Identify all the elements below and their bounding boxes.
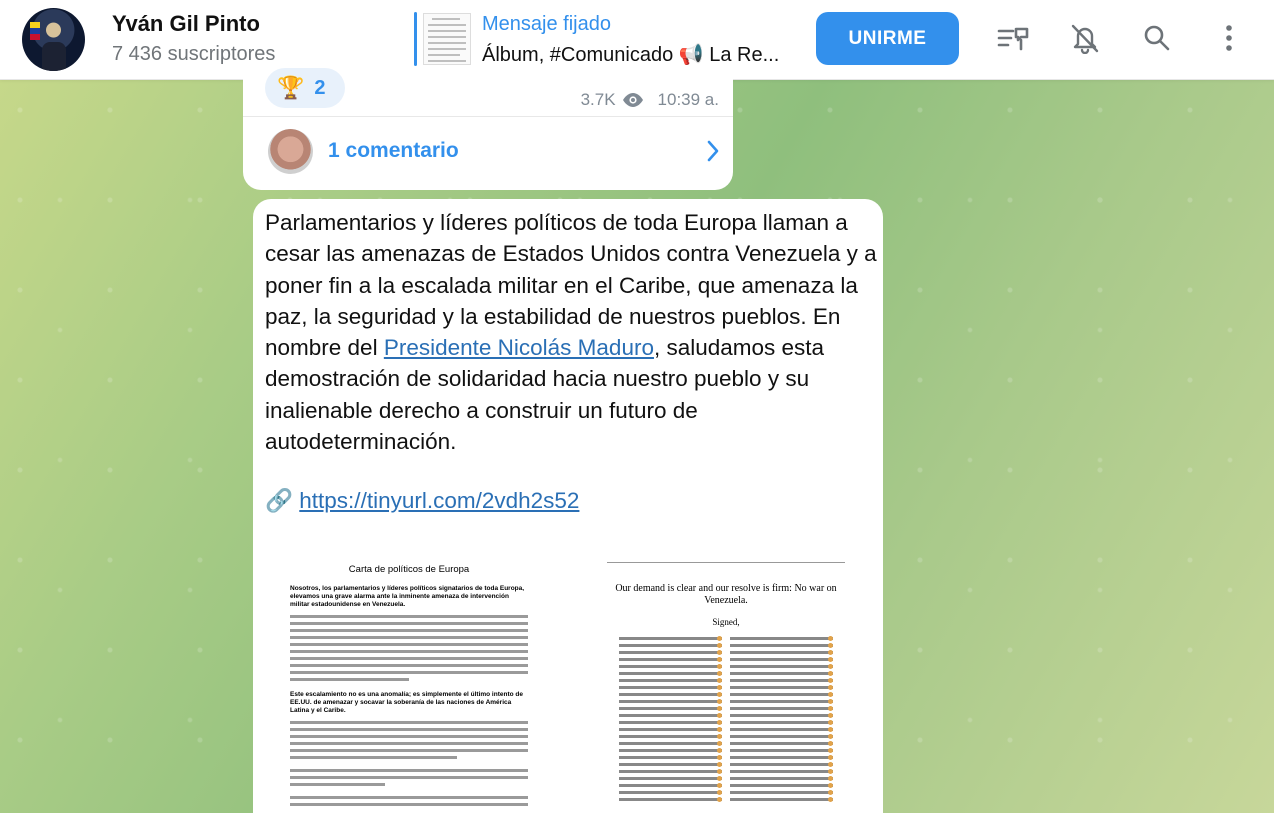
message-text-part: Parlamentarios y líderes políticos de toda Europa llaman a cesar las amenazas de Estados Unidos contra Venezuela y a poner fin a la escalada militar en el Caribe, que amenaza la paz, la seguridad y la estabilidad de nuestros pueblos. En nombre del xyxy=(265,210,877,361)
pinned-message-text[interactable]: Álbum, #Comunicado 📢 La Re... xyxy=(482,44,780,66)
reaction-chip[interactable] xyxy=(265,68,345,108)
search-icon[interactable] xyxy=(1139,20,1175,56)
link-icon: 🔗 xyxy=(265,488,294,513)
pinned-indicator xyxy=(414,12,417,66)
letter-intro: Nosotros, los parlamentarios y líderes políticos signatarios de toda Europa, elevamos una grave alarma ante la inminente amenaza de intervención militar estadounidense en Venezuela. xyxy=(290,585,525,608)
album-image-signatures[interactable] xyxy=(607,562,845,813)
more-icon[interactable] xyxy=(1211,20,1247,56)
channel-avatar[interactable] xyxy=(22,8,85,71)
join-button[interactable]: UNIRME xyxy=(816,12,959,65)
url-link[interactable]: https://tinyurl.com/2vdh2s52 xyxy=(299,488,580,513)
message-meta xyxy=(581,90,719,110)
letter-title: Carta de políticos de Europa xyxy=(348,564,470,575)
trophy-icon: 🏆 xyxy=(277,75,305,100)
url-line xyxy=(265,488,579,514)
comments-button[interactable] xyxy=(243,117,733,190)
view-count: 3.7K xyxy=(580,90,616,109)
pinned-thumbnail[interactable] xyxy=(423,13,471,65)
comments-label[interactable]: 1 comentario xyxy=(328,139,459,162)
message-bubble xyxy=(253,199,883,813)
mention-link[interactable]: Presidente Nicolás Maduro xyxy=(383,335,654,361)
message-text xyxy=(265,207,877,457)
eye-icon xyxy=(622,93,644,107)
album-image-letter[interactable] xyxy=(290,562,528,813)
message-time: 10:39 a. xyxy=(657,90,719,109)
chevron-right-icon xyxy=(705,139,721,163)
signatory-list xyxy=(607,637,845,805)
signed-label: Signed, xyxy=(712,617,740,627)
manage-icon[interactable] xyxy=(995,20,1031,56)
chat-header xyxy=(0,0,1274,80)
message-bubble-previous xyxy=(243,70,733,190)
signature-quote: Our demand is clear and our resolve is firm: No war on Venezuela. xyxy=(615,583,837,606)
mute-icon[interactable] xyxy=(1067,20,1103,56)
letter-paragraph: Este escalamiento no es una anomalía; es simplemente el último intento de EE.UU. de amenazar y socavar la soberanía de las naciones de América Latina y el Caribe. xyxy=(290,691,523,714)
subscriber-count: 7 436 suscriptores xyxy=(112,43,276,65)
commenter-avatar xyxy=(268,129,313,174)
pinned-message-title[interactable]: Mensaje fijado xyxy=(482,13,611,35)
message-text-part: , saludamos esta demostración de solidaridad hacia nuestro pueblo y su inalienable derecho a construir un futuro de autodeterminación. xyxy=(265,335,825,455)
reaction-count: 2 xyxy=(314,76,326,99)
channel-name[interactable]: Yván Gil Pinto xyxy=(112,11,260,36)
